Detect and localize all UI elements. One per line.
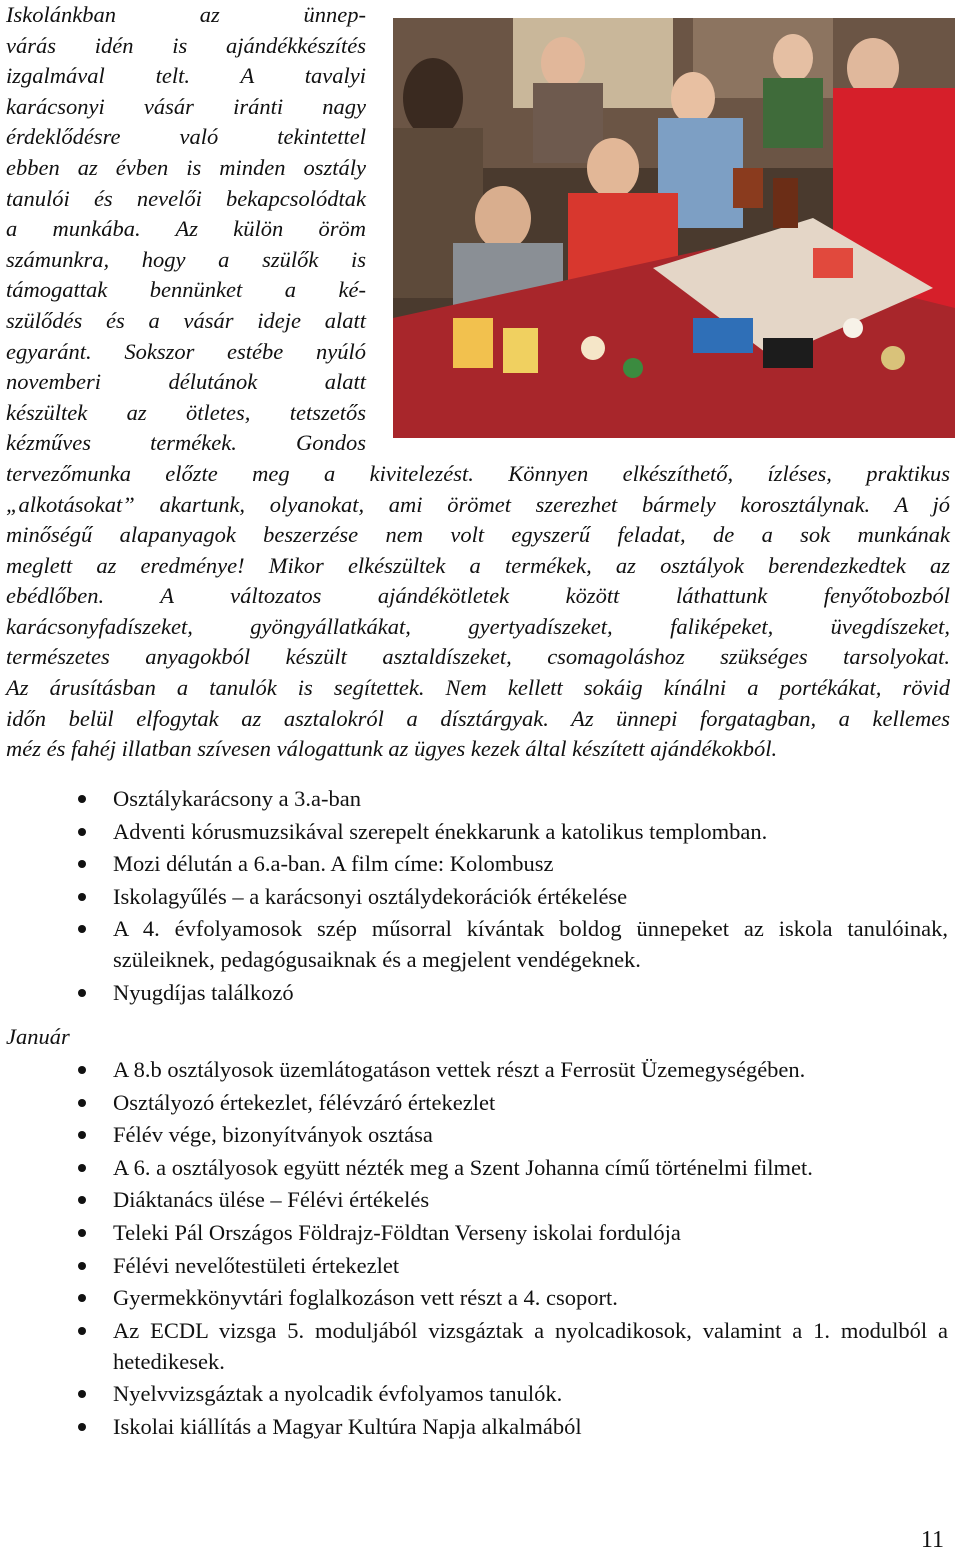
intro-line: tanulói és nevelői bekapcsolódtak xyxy=(6,185,366,211)
list-item xyxy=(0,816,948,847)
month-heading-january: Január xyxy=(6,1024,70,1049)
bullet-icon xyxy=(78,795,86,803)
intro-line: Iskolánkban az ünnep- xyxy=(6,2,366,27)
intro-line: készültek az ötletes, tetszetős xyxy=(6,399,366,425)
list-item xyxy=(0,1378,948,1409)
list-item xyxy=(0,783,948,814)
list-item xyxy=(0,977,948,1008)
intro-line: Az árusításban a tanulók is segítettek. Nem kellett sokáig kínálni a portékákat, rövid xyxy=(6,675,950,701)
bullet-icon xyxy=(78,1262,86,1270)
intro-line: minőségű alapanyagok beszerzése nem volt egyszerű feladat, de a sok munkának xyxy=(6,522,950,548)
list-item xyxy=(0,913,948,975)
bullet-icon xyxy=(78,1294,86,1302)
list-item-text: Félév vége, bizonyítványok osztása xyxy=(113,1122,433,1148)
list-item xyxy=(0,1119,948,1150)
list-item-text: Félévi nevelőtestületi értekezlet xyxy=(113,1252,400,1278)
page-number: 11 xyxy=(920,1527,944,1553)
list-item-text: A 8.b osztályosok üzemlátogatáson vettek részt a Ferrosüt Üzemegységében. xyxy=(113,1057,806,1082)
intro-line: természetes anyagokból készült asztaldíszeket, csomagoláshoz szükséges tarsolyokat. xyxy=(6,644,950,670)
bullet-icon xyxy=(78,1164,86,1172)
list-item xyxy=(0,1315,948,1377)
intro-line: támogattak bennünket a ké- xyxy=(6,277,366,303)
bullet-icon xyxy=(78,1390,86,1398)
intro-paragraph xyxy=(6,0,950,765)
bullet-icon xyxy=(78,1131,86,1139)
list-item-text: Teleki Pál Országos Földrajz-Földtan Verseny iskolai fordulója xyxy=(113,1219,681,1245)
intro-line: időn belül elfogytak az asztalokról a dísztárgyak. Az ünnepi forgatagban, a kellemes xyxy=(6,705,950,731)
list-item xyxy=(0,1250,948,1281)
intro-line: „alkotásokat” akartunk, olyanokat, ami örömet szerezhet bármely korosztálynak. A jó xyxy=(6,491,950,517)
list-item-text: Adventi kórusmuzsikával szerepelt énekkarunk a katolikus templomban. xyxy=(113,818,768,844)
bullet-icon xyxy=(78,1099,86,1107)
intro-line: meglett az eredménye! Mikor elkészültek a termékek, az osztályok berendezkedtek az xyxy=(6,552,950,578)
list-item-text: Osztálykarácsony a 3.a-ban xyxy=(113,786,362,811)
bullet-icon xyxy=(78,1196,86,1204)
intro-line: ebédlőben. A változatos ajándékötletek között láthattunk fenyőtobozból xyxy=(6,583,950,609)
list-item xyxy=(0,1054,948,1085)
intro-line: karácsonyi vásár iránti nagy xyxy=(6,93,366,119)
list-item-text: Nyelvvizsgáztak a nyolcadik évfolyamos tanulók. xyxy=(113,1381,563,1407)
intro-line: szülődés és a vásár ideje alatt xyxy=(6,307,366,333)
list-item xyxy=(0,1282,948,1313)
intro-line: tervezőmunka előzte meg a kivitelezést. Könnyen elkészíthető, ízléses, praktikus xyxy=(6,460,950,486)
intro-line: karácsonyfadíszeket, gyöngyállatkákat, gyertyadíszeket, faliképeket, üvegdíszeket, xyxy=(6,613,950,639)
list-item-text: Osztályozó értekezlet, félévzáró értekezlet xyxy=(113,1089,496,1115)
list-item-text: Mozi délután a 6.a-ban. A film címe: Kolombusz xyxy=(113,851,554,877)
list-item-text: A 4. évfolyamosok szép műsorral kívántak boldog ünnepeket az iskola tanulóinak, szüleiknek, pedagógusaiknak és a megjelent vendégeknek. xyxy=(113,916,948,973)
intro-line: ebben az évben is minden osztály xyxy=(6,154,366,180)
list-item-text: Gyermekkönyvtári foglalkozáson vett részt a 4. csoport. xyxy=(113,1285,618,1311)
list-item xyxy=(0,1087,948,1118)
list-item-text: Iskolagyűlés – a karácsonyi osztálydekorációk értékelése xyxy=(113,883,628,909)
list-item xyxy=(0,848,948,879)
intro-line: méz és fahéj illatban szívesen válogattunk az ügyes kezek által készített ajándékokból. xyxy=(6,736,778,762)
list-item-text: Nyugdíjas találkozó xyxy=(113,979,294,1005)
list-item xyxy=(0,1184,948,1215)
list-item-text: Diáktanács ülése – Félévi értékelés xyxy=(113,1187,430,1213)
list-item xyxy=(0,881,948,912)
list-item xyxy=(0,1411,948,1442)
bullet-icon xyxy=(78,1066,86,1074)
list-item-text: A 6. a osztályosok együtt nézték meg a Szent Johanna című történelmi filmet. xyxy=(113,1154,813,1180)
list-item-text: Iskolai kiállítás a Magyar Kultúra Napja alkalmából xyxy=(113,1413,582,1439)
bullet-icon xyxy=(78,828,86,836)
list-item-text: Az ECDL vizsga 5. moduljából vizsgáztak a nyolcadikosok, valamint a 1. modulból a hetedikesek. xyxy=(113,1317,948,1374)
intro-line: novemberi délutánok alatt xyxy=(6,369,366,395)
bullet-icon xyxy=(78,1327,86,1335)
bullet-icon xyxy=(78,989,86,997)
bullet-icon xyxy=(78,860,86,868)
intro-line: várás idén is ajándékkészítés xyxy=(6,32,366,58)
intro-line: érdeklődésre való tekintettel xyxy=(6,124,366,150)
intro-line: kézműves termékek. Gondos xyxy=(6,430,366,456)
january-events-list xyxy=(0,1054,960,1444)
december-events-list xyxy=(0,783,960,1010)
intro-line: a munkába. Az külön öröm xyxy=(6,216,366,242)
bullet-icon xyxy=(78,893,86,901)
intro-line: izgalmával telt. A tavalyi xyxy=(6,63,366,89)
bullet-icon xyxy=(78,1229,86,1237)
list-item xyxy=(0,1217,948,1248)
bullet-icon xyxy=(78,925,86,933)
intro-line: egyaránt. Sokszor estébe nyúló xyxy=(6,338,366,364)
list-item xyxy=(0,1152,948,1183)
intro-line: számunkra, hogy a szülők is xyxy=(6,246,366,272)
bullet-icon xyxy=(78,1423,86,1431)
